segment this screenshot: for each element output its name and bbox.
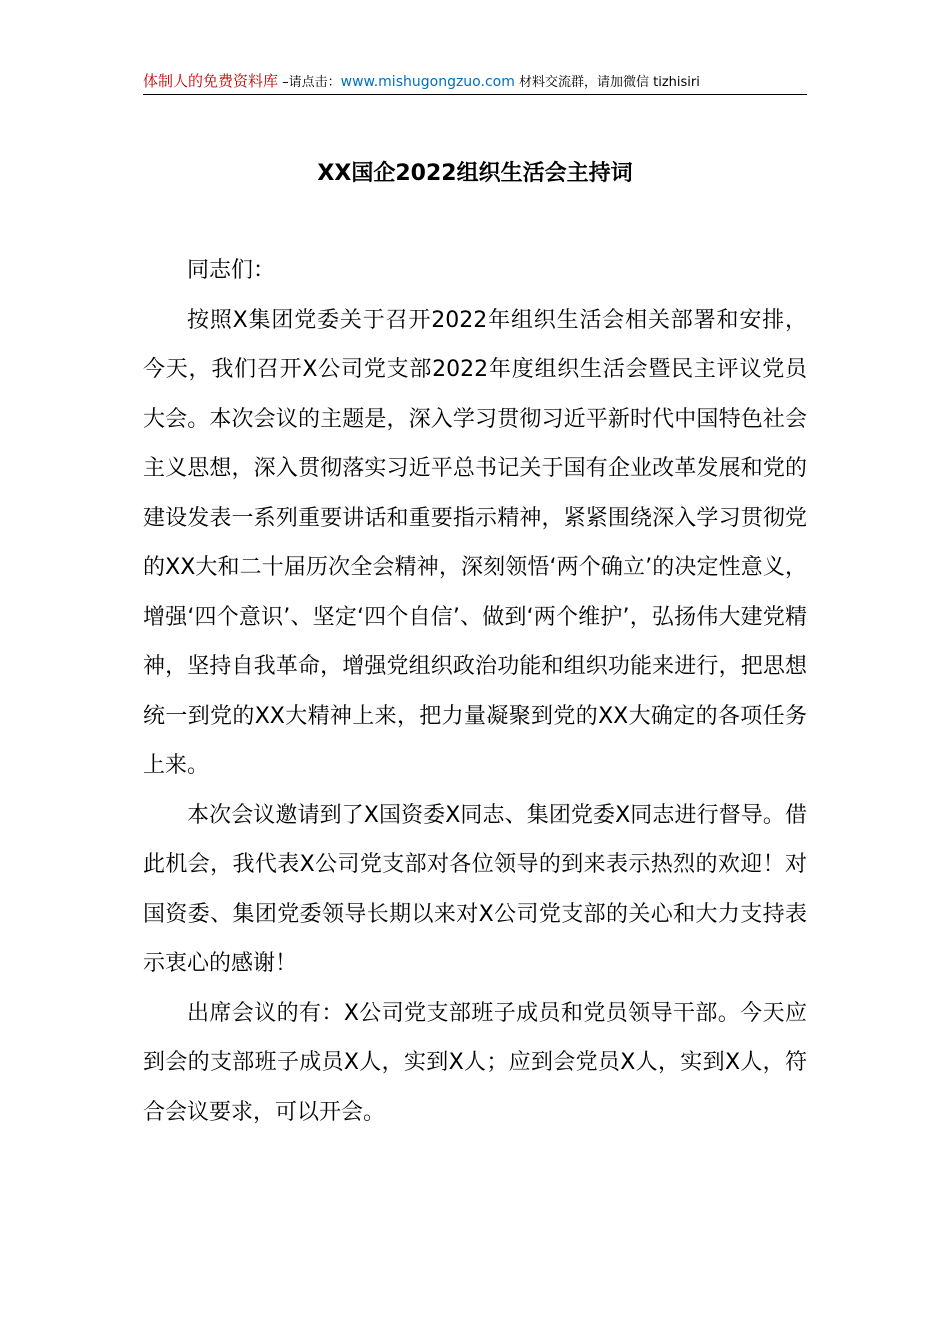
- header-contact: 材料交流群，请加微信 tizhisiri: [514, 75, 700, 90]
- document-body: [143, 246, 807, 1137]
- paragraph-greeting: 同志们：: [187, 258, 276, 283]
- document-title: XX国企2022组织生活会主持词: [317, 161, 633, 186]
- paragraph-welcome: 本次会议邀请到了X国资委X同志、集团党委X同志进行督导。借此机会，我代表X公司党支部对各位领导的到来表示热烈的欢迎！对国资委、集团党委领导长期以来对X公司党支部的关心和大力支持表示衷心的感谢！: [143, 802, 807, 976]
- paragraph-meeting-purpose: 按照X集团党委关于召开2022年组织生活会相关部署和安排，今天，我们召开X公司党支部2022年度组织生活会暨民主评议党员大会。本次会议的主题是，深入学习贯彻习近平新时代中国特色社会主义思想，深入贯彻落实习近平总书记关于国有企业改革发展和党的建设发表一系列重要讲话和重要指示精神，紧紧围绕深入学习贯彻党的XX大和二十届历次全会精神，深刻领悟‘两个确立’的决定性意义，增强‘四个意识’、坚定‘四个自信’、做到‘两个维护’，弘扬伟大建党精神，坚持自我革命，增强党组织政治功能和组织功能来进行，把思想统一到党的XX大精神上来，把力量凝聚到党的XX大确定的各项任务上来。: [143, 307, 807, 778]
- paragraph-attendance: 出席会议的有：X公司党支部班子成员和党员领导干部。今天应到会的支部班子成员X人，实到X人；应到会党员X人，实到X人，符合会议要求，可以开会。: [143, 1000, 807, 1125]
- page-header: [143, 68, 807, 95]
- header-brand: 体制人的免费资料库: [143, 72, 279, 90]
- header-link[interactable]: www.mishugongzuo.com: [340, 74, 515, 90]
- header-prompt: –请点击：: [278, 75, 341, 90]
